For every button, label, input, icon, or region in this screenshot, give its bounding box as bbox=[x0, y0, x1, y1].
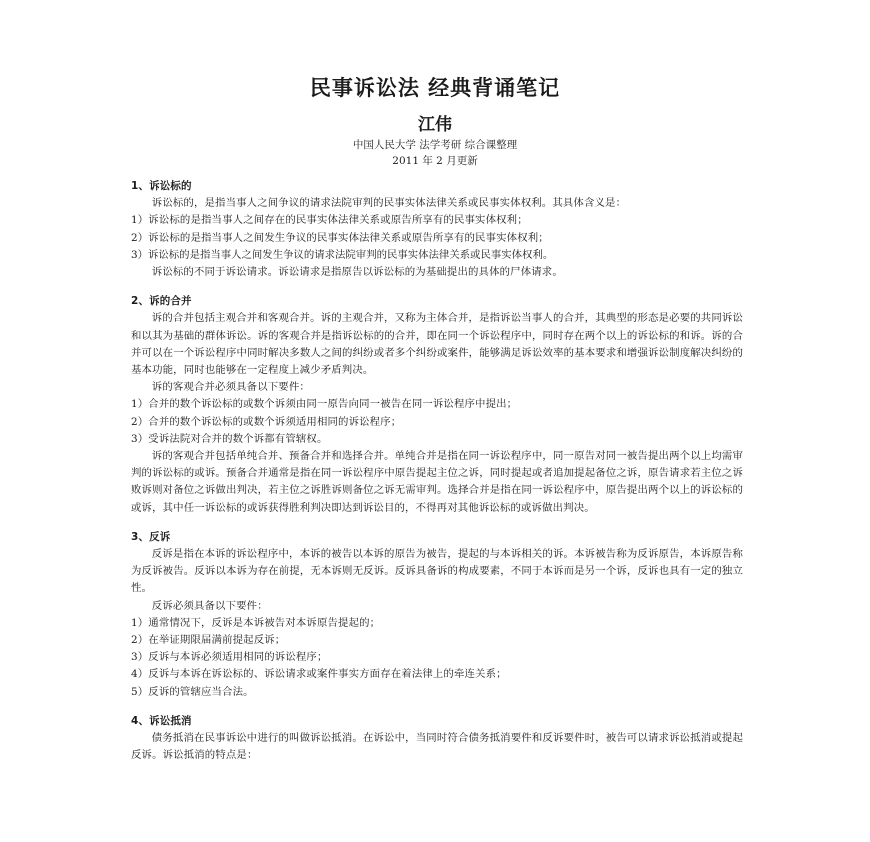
section-2-paragraph-2: 诉的客观合并必须具备以下要件： bbox=[151, 381, 310, 394]
section-3-item-4: 4）反诉与本诉在诉讼标的、诉讼请求或案件事实方面存在着法律上的牵连关系； bbox=[131, 668, 507, 681]
section-heading-2: 2、诉的合并 bbox=[131, 295, 192, 308]
section-2-item-1: 1）合并的数个诉讼标的或数个诉须由同一原告向同一被告在同一诉讼程序中提出； bbox=[131, 398, 518, 411]
section-4-paragraph-1: 债务抵消在民事诉讼中进行的叫做诉讼抵消。在诉讼中，当同时符合债务抵消要件和反诉要件时，被告可以请求诉讼抵消或提起反诉。诉讼抵消的特点是： bbox=[131, 732, 743, 762]
document-date: 2011 年 2 月更新 bbox=[392, 155, 478, 167]
section-2-paragraph-3: 诉的客观合并包括单纯合并、预备合并和选择合并。单纯合并是指在同一诉讼程序中，同一原告对同一被告提出两个以上均需审判的诉讼标的或诉。预备合并通常是指在同一诉讼程序中原告提起主位之诉，同时提起或者追加提起备位之诉，原告请求若主位之诉败诉则对备位之诉做出判决，若主位之诉胜诉则备位之诉无需审判。选择合并是指在同一诉讼程序中，原告提出两个以上的诉讼标的或诉，其中任一诉讼标的或诉获得胜利判决即达到诉讼目的，不得再对其他诉讼标的或诉做出判决。 bbox=[131, 450, 743, 514]
section-3-paragraph-2: 反诉必须具备以下要件： bbox=[151, 599, 268, 612]
section-3-paragraph-1: 反诉是指在本诉的诉讼程序中，本诉的被告以本诉的原告为被告，提起的与本诉相关的诉。本诉被告称为反诉原告，本诉原告称为反诉被告。反诉以本诉为存在前提，无本诉则无反诉。反诉具备诉的构成要素，不同于本诉而是另一个诉，反诉也具有一定的独立性。 bbox=[131, 548, 743, 595]
section-1-paragraph-1: 诉讼标的，是指当事人之间争议的请求法院审判的民事实体法律关系或民事实体权利。其具体含义是： bbox=[151, 197, 627, 210]
section-2-item-3: 3）受诉法院对合并的数个诉都有管辖权。 bbox=[131, 432, 328, 445]
section-1-item-3: 3）诉讼标的是指当事人之间发生争议的请求法院审判的民事实体法律关系或民事实体权利。 bbox=[131, 248, 554, 261]
section-1-item-2: 2）诉讼标的是指当事人之间发生争议的民事实体法律关系或原告所享有的民事实体权利； bbox=[131, 231, 549, 244]
document-title: 民事诉讼法 经典背诵笔记 bbox=[309, 76, 561, 100]
section-1-item-1: 1）诉讼标的是指当事人之间存在的民事实体法律关系或原告所享有的民事实体权利； bbox=[131, 214, 528, 227]
section-heading-1: 1、诉讼标的 bbox=[131, 180, 192, 192]
section-1-paragraph-2: 诉讼标的不同于诉讼请求。诉讼请求是指原告以诉讼标的为基础提出的具体的尸体请求。 bbox=[151, 266, 563, 279]
section-3-item-3: 3）反诉与本诉必须适用相同的诉讼程序； bbox=[131, 651, 328, 664]
document-author: 江伟 bbox=[418, 115, 452, 135]
document-body bbox=[131, 178, 743, 765]
section-3-item-5: 5）反诉的管辖应当合法。 bbox=[131, 685, 254, 698]
section-3-item-1: 1）通常情况下，反诉是本诉被告对本诉原告提起的； bbox=[131, 616, 381, 629]
section-3-item-2: 2）在举证期限届满前提起反诉； bbox=[131, 634, 286, 647]
document-subtitle: 中国人民大学 法学考研 综合课整理 bbox=[352, 139, 518, 151]
section-2-item-2: 2）合并的数个诉讼标的或数个诉须适用相同的诉讼程序； bbox=[131, 415, 402, 428]
section-heading-3: 3、反诉 bbox=[131, 530, 171, 543]
section-2-paragraph-1: 诉的合并包括主观合并和客观合并。诉的主观合并，又称为主体合并，是指诉讼当事人的合并，其典型的形态是必要的共同诉讼和以其为基础的群体诉讼。诉的客观合并是指诉讼标的的合并，即在同一个诉讼程序中，同时存在两个以上的诉讼标的和诉。诉的合并可以在一个诉讼程序中同时解决多数人之间的纠纷或者多个纠纷或案件，能够满足诉讼效率的基本要求和增强诉讼制度解决纠纷的基本功能，同时也能够在一定程度上减少矛盾判决。 bbox=[131, 312, 743, 377]
section-heading-4: 4、诉讼抵消 bbox=[131, 714, 192, 727]
